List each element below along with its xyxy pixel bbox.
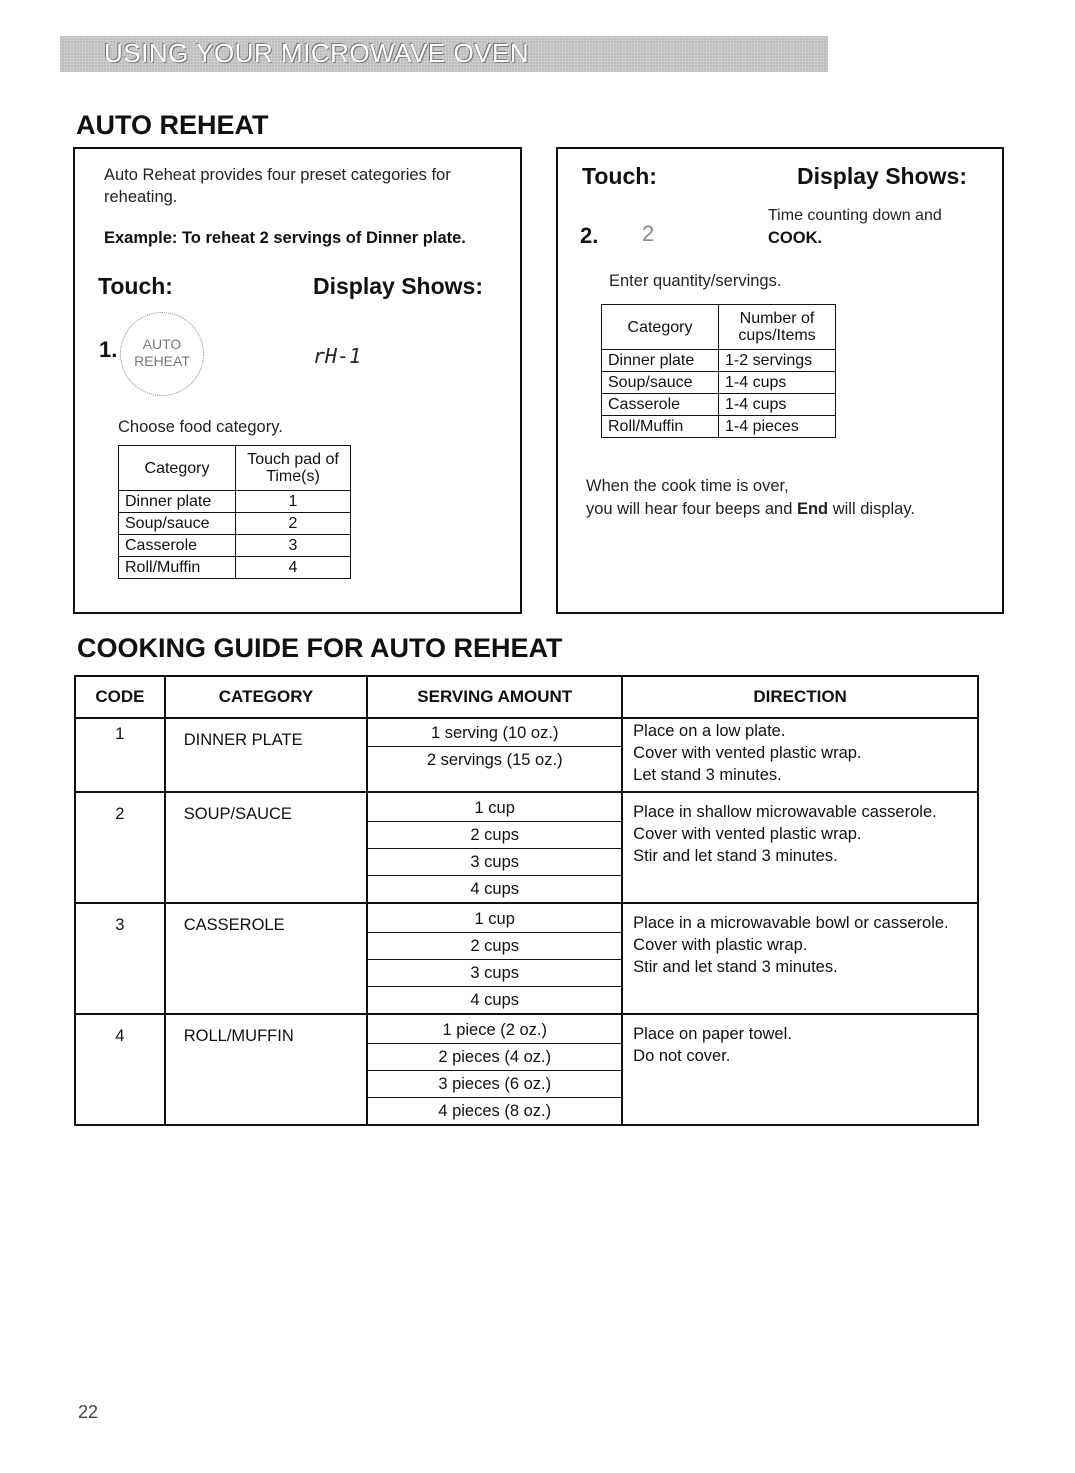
cooking-guide-title: COOKING GUIDE FOR AUTO REHEAT	[77, 633, 563, 663]
direction-line: Stir and let stand 3 minutes.	[633, 958, 838, 976]
category-cell: CASSEROLE	[165, 903, 368, 1014]
direction-line: Place on paper towel.	[633, 1025, 792, 1043]
amount-item: 1 piece (2 oz.)	[368, 1017, 621, 1044]
direction-cell	[622, 792, 978, 903]
serving-amount-cell	[367, 1014, 622, 1125]
end-note-bold: End	[796, 500, 829, 518]
banner-title: USING YOUR MICROWAVE OVEN	[104, 38, 530, 68]
amount-item: 2 pieces (4 oz.)	[368, 1044, 621, 1071]
table-cell: Soup/sauce	[602, 372, 719, 394]
category-cell: ROLL/MUFFIN	[165, 1014, 368, 1125]
table-header: Category	[602, 305, 719, 350]
category-cell: SOUP/SAUCE	[165, 792, 368, 903]
direction-line: Stir and let stand 3 minutes.	[633, 847, 838, 865]
serving-amount-cell	[367, 792, 622, 903]
table-cell: Roll/Muffin	[119, 557, 236, 579]
table-cell: 1-4 cups	[719, 372, 836, 394]
end-note-text: you will hear four beeps and	[586, 500, 797, 518]
amount-item: 3 cups	[368, 960, 621, 987]
intro-text: Auto Reheat provides four preset categories for reheating.	[104, 166, 451, 206]
table-cell: Dinner plate	[602, 350, 719, 372]
amount-item: 1 cup	[368, 906, 621, 933]
cooking-guide-table	[74, 675, 979, 1126]
auto-reheat-pad-icon	[120, 312, 204, 396]
category-cell: DINNER PLATE	[165, 718, 368, 792]
direction-line: Cover with plastic wrap.	[633, 936, 808, 954]
direction-line: Place in a microwavable bowl or casserole.	[633, 914, 949, 932]
table-row	[75, 792, 978, 903]
table-row	[602, 350, 836, 372]
example-text: Example: To reheat 2 servings of Dinner plate.	[104, 229, 466, 247]
code-cell: 2	[75, 792, 165, 903]
table-cell: 4	[236, 557, 351, 579]
table-header: Touch pad of Time(s)	[236, 446, 351, 491]
table-row	[602, 372, 836, 394]
amount-item: 2 cups	[368, 933, 621, 960]
code-cell: 4	[75, 1014, 165, 1125]
code-cell: 1	[75, 718, 165, 792]
table-cell: 1-4 pieces	[719, 416, 836, 438]
step-1-number: 1.	[99, 337, 118, 362]
direction-line: Let stand 3 minutes.	[633, 766, 782, 784]
amount-item: 4 cups	[470, 880, 520, 898]
end-note-text: will display.	[828, 500, 915, 518]
column-header-direction: DIRECTION	[622, 676, 978, 718]
direction-cell	[622, 1014, 978, 1125]
direction-line: Cover with vented plastic wrap.	[633, 825, 862, 843]
table-cell: 1-2 servings	[719, 350, 836, 372]
end-note-line1: When the cook time is over,	[586, 477, 789, 495]
end-note-line2	[586, 498, 915, 520]
serving-amount-cell	[367, 718, 622, 792]
table-row	[75, 903, 978, 1014]
touch-heading: Touch:	[98, 273, 173, 299]
table-cell: Dinner plate	[119, 491, 236, 513]
table-cell: 3	[236, 535, 351, 557]
table-cell: Soup/sauce	[119, 513, 236, 535]
table-row	[602, 394, 836, 416]
table-row	[119, 491, 351, 513]
direction-line: Do not cover.	[633, 1047, 731, 1065]
table-row	[119, 513, 351, 535]
display-text-line1: Time counting down and	[768, 207, 942, 224]
display-readout-rh1: rH-1	[313, 344, 362, 368]
table-cell: Casserole	[119, 535, 236, 557]
table-row	[119, 535, 351, 557]
amount-item: 4 cups	[470, 991, 520, 1009]
amount-item: 3 pieces (6 oz.)	[368, 1071, 621, 1098]
step2-box	[556, 147, 1004, 614]
display-heading: Display Shows:	[797, 163, 967, 189]
step1-instruction: Choose food category.	[118, 418, 283, 436]
column-header-category: CATEGORY	[165, 676, 368, 718]
pad-label-line1: AUTO	[142, 336, 182, 352]
page-number: 22	[78, 1402, 99, 1422]
table-cell: 2	[236, 513, 351, 535]
amount-item: 1 cup	[368, 795, 621, 822]
touch-heading: Touch:	[582, 163, 657, 189]
direction-line: Cover with vented plastic wrap.	[633, 744, 862, 762]
category-touch-table	[118, 445, 351, 579]
table-header: Category	[119, 446, 236, 491]
table-row	[602, 416, 836, 438]
direction-cell	[622, 903, 978, 1014]
section-banner	[60, 36, 828, 72]
code-cell: 3	[75, 903, 165, 1014]
column-header-serving-amount: SERVING AMOUNT	[367, 676, 622, 718]
table-row	[75, 1014, 978, 1125]
direction-line: Place on a low plate.	[633, 722, 786, 740]
table-row	[75, 718, 978, 792]
amount-item: 4 pieces (8 oz.)	[438, 1102, 552, 1120]
table-cell: Roll/Muffin	[602, 416, 719, 438]
display-text-line2: COOK.	[768, 229, 823, 247]
amount-item: 2 servings (15 oz.)	[426, 751, 563, 769]
table-row	[119, 557, 351, 579]
auto-reheat-title: AUTO REHEAT	[76, 110, 269, 140]
number-pad-2-icon: 2	[642, 221, 655, 246]
direction-cell	[622, 718, 978, 792]
category-quantity-table	[601, 304, 836, 438]
pad-label-line2: REHEAT	[134, 353, 190, 369]
table-cell: 1-4 cups	[719, 394, 836, 416]
amount-item: 2 cups	[368, 822, 621, 849]
table-cell: Casserole	[602, 394, 719, 416]
table-cell: 1	[236, 491, 351, 513]
column-header-code: CODE	[75, 676, 165, 718]
direction-line: Place in shallow microwavable casserole.	[633, 803, 937, 821]
display-heading: Display Shows:	[313, 273, 483, 299]
serving-amount-cell	[367, 903, 622, 1014]
step-2-number: 2.	[580, 223, 599, 248]
amount-item: 1 serving (10 oz.)	[368, 720, 621, 747]
step2-instruction: Enter quantity/servings.	[609, 272, 782, 290]
amount-item: 3 cups	[368, 849, 621, 876]
table-header: Number of cups/Items	[719, 305, 836, 350]
